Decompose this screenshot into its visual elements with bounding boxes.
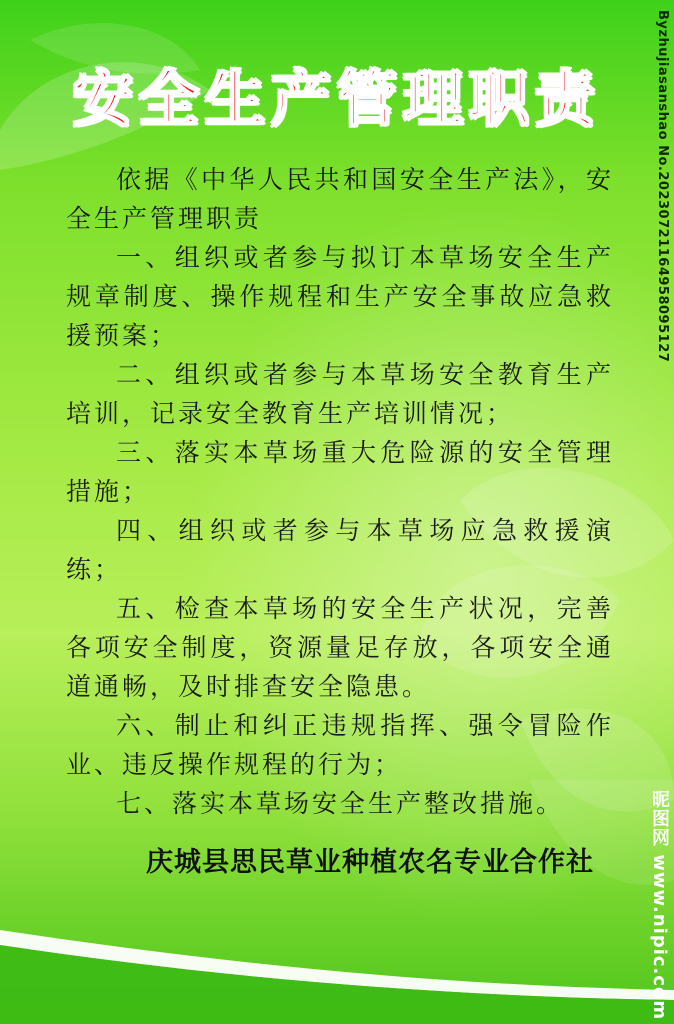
document-body	[66, 160, 614, 823]
page-title: 安全生产管理职责	[73, 65, 601, 135]
paragraph-item-1: 一、组织或者参与拟订本草场安全生产规章制度、操作规程和生产安全事故应急救援预案；	[66, 243, 614, 350]
watermark-site: 昵图网 www.nipic.com	[649, 790, 670, 1021]
paragraph-item-2: 二、组织或者参与本草场安全教育生产培训，记录安全教育生产培训情况；	[66, 360, 614, 428]
paragraph-item-6: 六、制止和纠正违规指挥、强令冒险作业、违反操作规程的行为；	[66, 711, 614, 779]
paragraph-item-4: 四、组织或者参与本草场应急救援演练；	[66, 516, 614, 584]
paragraph-item-7: 七、落实本草场安全生产整改措施。	[116, 789, 565, 818]
paragraph-item-5: 五、检查本草场的安全生产状况，完善各项安全制度，资源量足存放，各项安全通道通畅，及时排查安全隐患。	[66, 594, 614, 701]
paragraph-item-3: 三、落实本草场重大危险源的安全管理措施；	[66, 438, 614, 506]
organization-name: 庆城县思民草业种植农名专业合作社	[146, 847, 594, 878]
watermark-id: Byzhujiasanshao No.20230721164958095127	[655, 10, 670, 363]
paragraph-intro: 依据《中华人民共和国安全生产法》，安全生产管理职责	[66, 165, 614, 233]
